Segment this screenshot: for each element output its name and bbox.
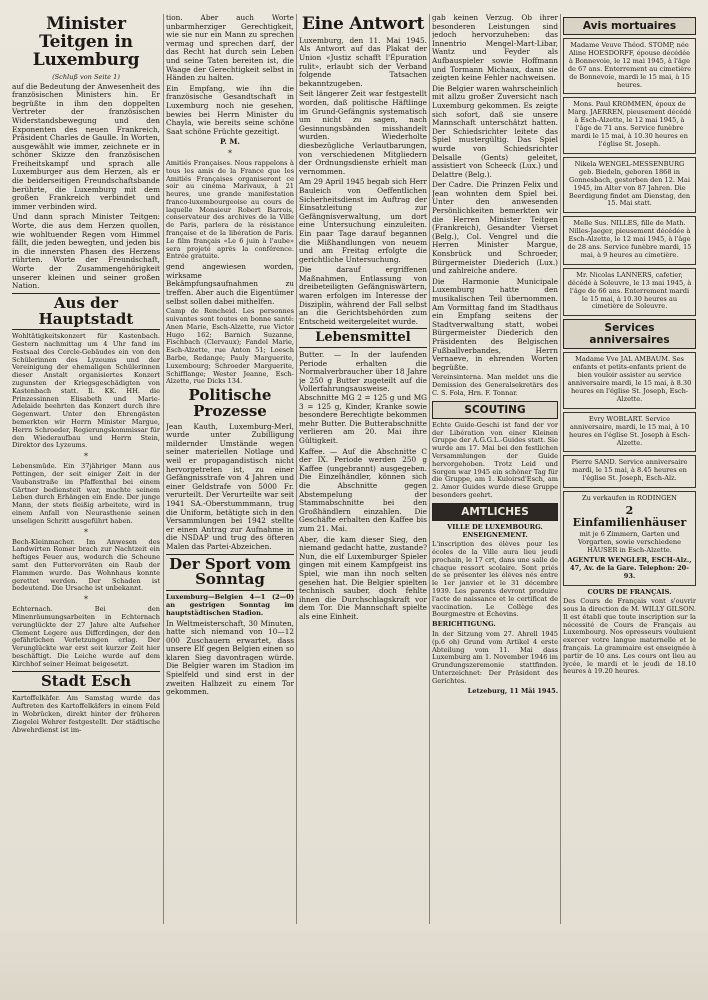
article-text: auf die Bedeutung der Anwesenheit des französischen Ministers hin. Er begrüßte in ihm den doppelten Vertreter der französischen Widerstandsbewegung und den Exponenten des neuen Frankreich, Präsident Charles de Gaulle. In Worten, ausgewählt wie immer, zeichnete er in schöner Skizze den französischen Freiheitskampf und sprach alle Luxemburger aus dem Herzen, als er die beiderseitigen Freundschaftsbande berührte, die Luxemburg mit dem großen Frankreich verbindet und immer verbinden wird. (12, 81, 160, 211)
headline-lebensmittel: Lebensmittel (299, 328, 427, 348)
article-text: Der Cadre. Die Prinzen Felix und Jean wohnten dem Spiel bei. Unter den anwesenden Persönlichkeiten bemerkten wir die Herren Minister Teitgen (Frankreich), Gesandter Vierset (Belg.), Col. Vengrel und die Herren Minister Margue, Konsbrück und Schroeder, Bürgermeister Diederich (Lux.) und zahlreiche andere. (432, 180, 558, 276)
headline-sport: Der Sport vom Sonntag (166, 554, 294, 592)
article-text: In Weltmeisterschaft, 30 Minuten, hatte sich niemand von 10—12 000 Zuschauern erwartet, dass unsere Elf gegen Belgien einen so klaren Sieg davontragen würde. Die Belgier waren im Stadion im Spielfeld und sind erst in der zweiten Halbzeit zu einem Tor gekommen. (166, 618, 294, 697)
news-item: Camp de Rencheid. Les personnes suivantes sont toutes en bonne santé: Anen Marie, Esch-Alzette, rue Victor Hugo 162; Barnich Suzanne, Fischbach (Clervaux); Fandel Marie, Esch-Alzette, rue Anton 51; Loesch Barbe, Redange; Pauly Marguerite, Luxembourg; Schroeder Marguerite, Schifflange; Wester Jeanne, Esch-Alzette, rue Dicks 134. (166, 307, 294, 386)
separator-star: * (84, 527, 88, 537)
news-item: Amitiés Françaises. Nous rappelons à tous les amis de la France que les Amitiés Françaises organiseront ce soir au cinéma Marivaux, à 21 heures, une grande manifestation franco-luxembourgeoise au cours de laquelle Monsieur Robert Barrois, conservateur des archives de la Ville de Paris, parlera de la résistance française et de la libération de Paris. Le film français «Le 6 juin à l'aube» sera projeté après la conférence. Entrée gratuite. (166, 158, 294, 261)
subline: (Schluß von Seite 1) (52, 72, 120, 81)
death-notice (563, 268, 696, 317)
death-notice (563, 157, 696, 213)
headline-antwort: Eine Antwort (301, 14, 425, 34)
death-notice (563, 97, 696, 153)
notice-date: Letzeburg, 11 Mäi 1945. (467, 686, 558, 695)
news-item: Lebensmüde. Ein 37jähriger Mann aus Pettingen, der seit einiger Zeit in der Vaubanstraße im Pfaffenthal bei einem Gärtner bediensteit war, machte seinem Leben durch Erhängen ein Ende. Der junge Mann, der stets fleißig arbeitete, wird in einem Anfall von Neurasthenie seinen unseligen Schritt ausgeführt haben. (12, 462, 160, 525)
news-item: Wohltätigkeitskonzert für Kastenbach. Gestern nachmittag um 4 Uhr fand im Festsaal des Cercle-Gebäudes ein von den Schülerinnen des Lyzeums und der Vereinigung der ehemaligen Schülerinnen dieser Anstalt organisiertes Konzert zugunsten der Kriegsgeschädigten von Kastenbach statt. Il. KK. HH. die Prinzessinnen Elisabeth und Marie-Adelaide beehrten das Konzert durch ihre Gegenwart. Unter den Ehrengästen bemerkten wir Herrn Minister Margue, Herrn Schroeder, Regierungskommissar für den Wiederaufbau und Herrn Stein, Direktor des Lyzeums. (12, 332, 160, 450)
notice-text: Melle Sus. NILLES, fille de Math. Nilles-Jaeger, pieusement décédée à Esch-Alzette, le 12 mai 1945, à l'âge de 28 ans. Service funèbre mardi, 15 mai, à 9 heures au cimetière. (567, 219, 692, 259)
column-rule (429, 14, 430, 924)
article-text: Ein Empfang, wie ihn die französische Gesandtschaft in Luxemburg noch nie gesehen, bewies bei Herrn Minister du Chayla, wie bereits seine schöne Saat schöne Früchte gezeitigt. (166, 83, 294, 136)
column-2 (166, 14, 294, 699)
separator-star: * (228, 148, 232, 158)
article-text: Kaffee. — Auf die Abschnitte C der IX. Periode werden 250 g Kaffee (ungebrannt) ausgegeben. Die Einzelhändler, können sich die Abschnitte gegen Abstempelung der Stammabschnitte bei den Großhändlern einzahlen. Die Geschäfte erhalten den Kaffee bis zum 21. Mai. (299, 446, 427, 533)
section-avis-mortuaires: Avis mortuaires (563, 17, 696, 35)
notice-text: In der Sitzung vom 27. Ahrell 1945 (p.6 oh) Grund vom Artikel 4 erste Abteilung vom 11. Mai dass Luxemburg am 1. November 1946 im Grundungszeremonie stattfinden. Unterzeichnet: Der Präsident des Gerichtes. (432, 630, 558, 685)
notice-text: Madame Veuve Théod. STOMP, née Aline HOESDORFF, épouse décédée à Bonnevoie, le 12 mai 1945, à l'âge de 67 ans. Enterrement au cimetière de Bonnevoie, mardi le 15 mai, à 15 heures. (567, 41, 692, 89)
section-amtliches: AMTLICHES (432, 503, 558, 521)
sale-title: 2 Einfamilienhäuser (572, 504, 687, 530)
signature: P. M. (220, 137, 240, 147)
column-rule (296, 14, 297, 924)
article-text: Die Harmonie Municipale Luxemburg hatte den musikalischen Teil übernommen. Am Vormittag fand im Stadthaus ein Empfang seitens der Stadtverwaltung statt, wobei Bürgermeister Diederich den Präsidenten des Belgischen Fußballverbandes, Herrn Vernaeve, in ehrenden Worten begrüßte. (432, 276, 558, 372)
section-hauptstadt: Aus der Hauptstadt (12, 293, 160, 331)
page-bottom-margin (0, 930, 708, 1000)
anniversary-notice (563, 455, 696, 488)
article-text: Die Belgier waren wahrscheinlich mit allzu großer Zuversicht nach Luxemburg gekommen. Es zeigte sich sofort, daß sie unsere Mannschaft unterschätzt hatten. Der Schiedsrichter leitete das Spiel mustergültig. Das Spiel wurde von Schiedsrichter Delsalle (Gents) geleitet, assistiert von Scheeck (Lux.) und Delattre (Belg.). (432, 83, 558, 179)
notice-text: Pierre SAND. Service anniversaire mardi, le 15 mai, à 8.45 heures en l'église St. Joseph, Esch-Alz. (571, 458, 688, 483)
article-text: Seit längerer Zeit war festgestellt worden, daß politische Häftlinge im Grund-Gefängnis systematisch um nicht zu sagen, nach Gesinnungsbänden misshandelt wurden. Wiederholte diesbezügliche Verlautbarungen, von verschiedenen Mitgliedern der Ordnungsdienste erhielt man vernommen. (299, 89, 427, 176)
sale-text: mit je 6 Zimmern, Garten und Vorgarten, sowie verschiedene HÄUSER in Esch-Alzette. (577, 530, 682, 554)
article-text: Und dann sprach Minister Teitgen: Worte, die aus dem Herzen quollen, wie wohltuender Regen vom Himmel fällt, die jeden bewegten, und jeden bis in die innersten Phasen des Herzens rührten. Worte der Freundschaft, Worte der Zusammengehörigkeit unserer kleinen und seiner großen Nation. (12, 212, 160, 291)
sale-advert (563, 491, 696, 585)
headline-teitgen: Minister Teitgen in Luxemburg (32, 14, 140, 70)
cours-title: COURS DE FRANÇAIS. (587, 587, 672, 596)
notice-text: Evry WOBLART. Service anniversaire, mardi, le 15 mai, à 10 heures en l'église St. Joseph à Esch-Alzette. (568, 414, 691, 447)
news-item: Kartoffelkäfer. Am Samstag wurde das Auftreten des Kartoffelkäfers in einem Feld in Wobrücken, direkt hinter der früheren Ziegelei Wehrer festgestellt. Der städtische Abwehrdienst ist im- (12, 694, 160, 734)
sport-subline: Luxemburg—Belgien 4—1 (2—0) an gestrigen Sonntag im hauptstädtischen Stadion. (166, 593, 294, 617)
news-item: Vereinsinterna. Man meldet uns die Demission des Generalsekretärs des C. S. Fola, Hrn. F. Tonnar. (432, 373, 558, 397)
column-3 (299, 14, 427, 623)
anniversary-notice (563, 352, 696, 408)
headline-prozesse: Politische Prozesse (188, 386, 272, 420)
notice-title: BERICHTIGUNG. (432, 620, 496, 629)
death-notice (563, 216, 696, 265)
section-services-anniversaires: Services anniversaires (563, 319, 696, 349)
notice-title: VILLE DE LUXEMBOURG. ENSEIGNEMENT. (447, 522, 543, 539)
column-rule (560, 14, 561, 924)
article-text: Am 29 April 1945 begab sich Herr Bauleich von Oeffentlichen Sicherheitsdienst im Auftrag der Einsatzleitung zur Gefängnisverwaltung, um dort eine Untersuchung einzuleiten. Ein paar Tage darauf begannen die Mißhandlungen von neuem und am Freitag erfolgte die gerichtliche Untersuchung. (299, 177, 427, 264)
anniversary-notice (563, 412, 696, 453)
article-text: gab keinen Verzug. Ob ihrer besonderen Leistungen sind jedoch hervorzuheben: das Innentrio Mengel-Mart-Libar, Wantz und Feyder als Aufbauspieler sowie Hoffmann und Tormann Michaux, dann sie zeigten keine Fehler nachweisen. (432, 14, 558, 83)
news-item: Bech-Kleinmacher. Im Anwesen des Landwirten Romer brach zur Nachtzeit ein heftiges Feuer aus, wodurch die Scheune samt den Futtervorräten ein Raub der Flammen wurde. Das Wohnhaus konnte gerettet werden. Der Schaden ist bedeutend. Die Ursache ist unbekannt. (12, 537, 160, 593)
article-text: Aber, die kam dieser Sieg, den niemand gedacht hatte, zustande? Nun, die elf Luxemburger Spieler gingen mit einem Kampfgeist ins Spiel, wie man ihn noch selten gesehen hat. Die Belgier spielten technisch sauber, doch fehlte ihnen die Durchschlagskraft vor dem Tor. Die Mannschaft spielte als eine Einheit. (299, 534, 427, 621)
article-text: Jean Kauth, Luxemburg-Merl, wurde unter Zubilligung mildernder Umstände wegen seiner materiellen Notlage und weil er propagandistisch nicht hervorgetreten ist, zu einer Gefängnisstrafe von 4 Jahren und einer Geldstrafe von 5000 Fr. verurteilt. Der Verurteilte war seit 1941 SA.-Oberstummmann, trug die Uniform, betätigte sich in den Versammlungen bei 1942 stellte er einen Antrag zur Aufnahme in die NSDAP und trug des öfteren Malen das Partei-Abzeichen. (166, 421, 294, 552)
separator-star: * (84, 595, 88, 605)
article-text: Luxemburg, den 11. Mai 1945. Als Antwort auf das Plakat der Union «Justiz schafft l'Épuration rulit», erlaubt sich der Verband folgende Tatsachen bekanntzugeben. (299, 35, 427, 88)
section-scouting: SCOUTING (432, 401, 558, 419)
news-item: Echte Guide-Geschi ist fand der vor der Libération von einer Kleinen Gruppe der A.G.G.L.-Guides statt. Sie wurde am 17. Mai bei den festlichen Versammlungen der Guide hervorgehoben. Trotz Leid und Sorgen war 1945 ein schöner Tag für die Gruppe, am 1. Kuloirsd'Esch, am 2. Amor Guides wurde diese Gruppe besonders geehrt. (432, 420, 558, 499)
column-rule (163, 14, 164, 924)
article-text: Die darauf ergriffenen Maßnahmen, Entlassung von dreibeteiligten Gefängniswärtern, waren erfolgen im Interesse der Disziplin, während der Fall selbst an die Gerichtsbehörden zum Entscheid weitergeleitet wurde. (299, 265, 427, 326)
column-5 (563, 14, 696, 678)
agency: AGENTUR WENGLER, ESCH-Alz., 47, Av. de la Gare. Telephon: 20-93. (567, 555, 692, 580)
notice-text: Mr. Nicolas LANNERS, cafetier, décédé à Soleuvre, le 13 mai 1945, à l'âge de 66 ans. Enterrement mardi le 15 mai, à 10.30 heures au cimetière de Soleuvre. (567, 270, 692, 311)
section-stadt-esch: Stadt Esch (12, 671, 160, 693)
article-text: Butter. — In der laufenden Periode erhalten die Normalverbraucher über 18 Jahre je 250 g Butter zugeteilt auf die Vollerfahrungsausweise. Abschnitte MG 2 = 125 g und MG 3 = 125 g, Kinder, Kranke sowie besondere Berechtigte bekommen mehr Butter. Die Butterabschnitte verlieren am 20. Mai ihre Gültigkeit. (299, 350, 427, 446)
notice-text: Madame Vve JAL AMBAUM. Ses enfants et petits-enfants prient de bien vouloir assister au service anniversaire mardi, le 15 mai, à 8.30 heures en l'église St. Joseph, Esch-Alzette. (567, 355, 692, 403)
cours-text: Des Cours de Français vont s'ouvrir sous la direction de M. WILLY GILSON. Il est établi que toute inscription sur la nécessité de Cours de Français au Luxembourg. Nos opresseurs vouluient exercer votre langue maternelle et le français. La grammaire est enseignée à partir de 10 ans. Les cours ont lieu au lycée, le mardi et le jeudi de 18.10 heures à 19.20 heures. (563, 597, 696, 676)
column-1 (12, 14, 160, 736)
column-4 (432, 14, 558, 697)
news-item: Echternach. Bei den Minenräumungsarbeiten in Echternach verunglückte der 27 Jahre alte Aufseher Clement Legere aus Diffcrdingen, der den gefährlichen Verletzungen erlag. Der Verunglückte war erst seit kurzer Zeit hier beschäftigt. Die Leiche wurde auf dem Kirchhof seiner Heimat beigesetzt. (12, 605, 160, 668)
separator-star: * (84, 452, 88, 462)
article-text: gend angewiesen worden, wirksame Bekämpfungsaufnahmen zu treffen. Aber auch die Eigentümer selbst sollen dabei mithelfen. (166, 262, 294, 306)
notice-text: L'inscription des élèves pour les écoles de la Ville aura lieu jeudi prochain, le 17 crt, dans une salle de chaque ressort scolaire. Sont priés de se présenter les élèves nés entre le 1er janvier et le 31 décembre 1939. Les parents devront produire l'acte de naissance et le certificat de vaccination. Le Collège des Bourgmestre et Échevins. (432, 540, 558, 619)
notice-text: Mons. Paul KROMMEN, époux de Marg. JAERREN, pieusement décédé à Esch-Alzette, le 12 mai 1945, à l'âge de 71 ans. Service funèbre mardi le 15 mai, à 10.30 heures en l'église St. Joseph. (567, 100, 692, 148)
article-text: tion. Aber auch Worte unbarmherziger Gerechtigkeit, wie sie nur ein Mann zu sprechen vermag und sprechen darf, der das Recht hat durch sein Leben und seine Taten bereiten ist, die Waage der Gerechtigkeit selbst in Händen zu halten. (166, 14, 294, 83)
notice-text: Nikela WENGEL-MESSENBURG geb. Biedeln, geboren 1868 in Gonnesbach, gestorben den 12. Mai 1945, im Alter von 87 Jahren. Die Beerdigung findet am Dienstag, den 15. Mai statt. (568, 159, 691, 208)
death-notice (563, 38, 696, 94)
sale-line: Zu verkaufen in RODINGEN (582, 494, 677, 503)
